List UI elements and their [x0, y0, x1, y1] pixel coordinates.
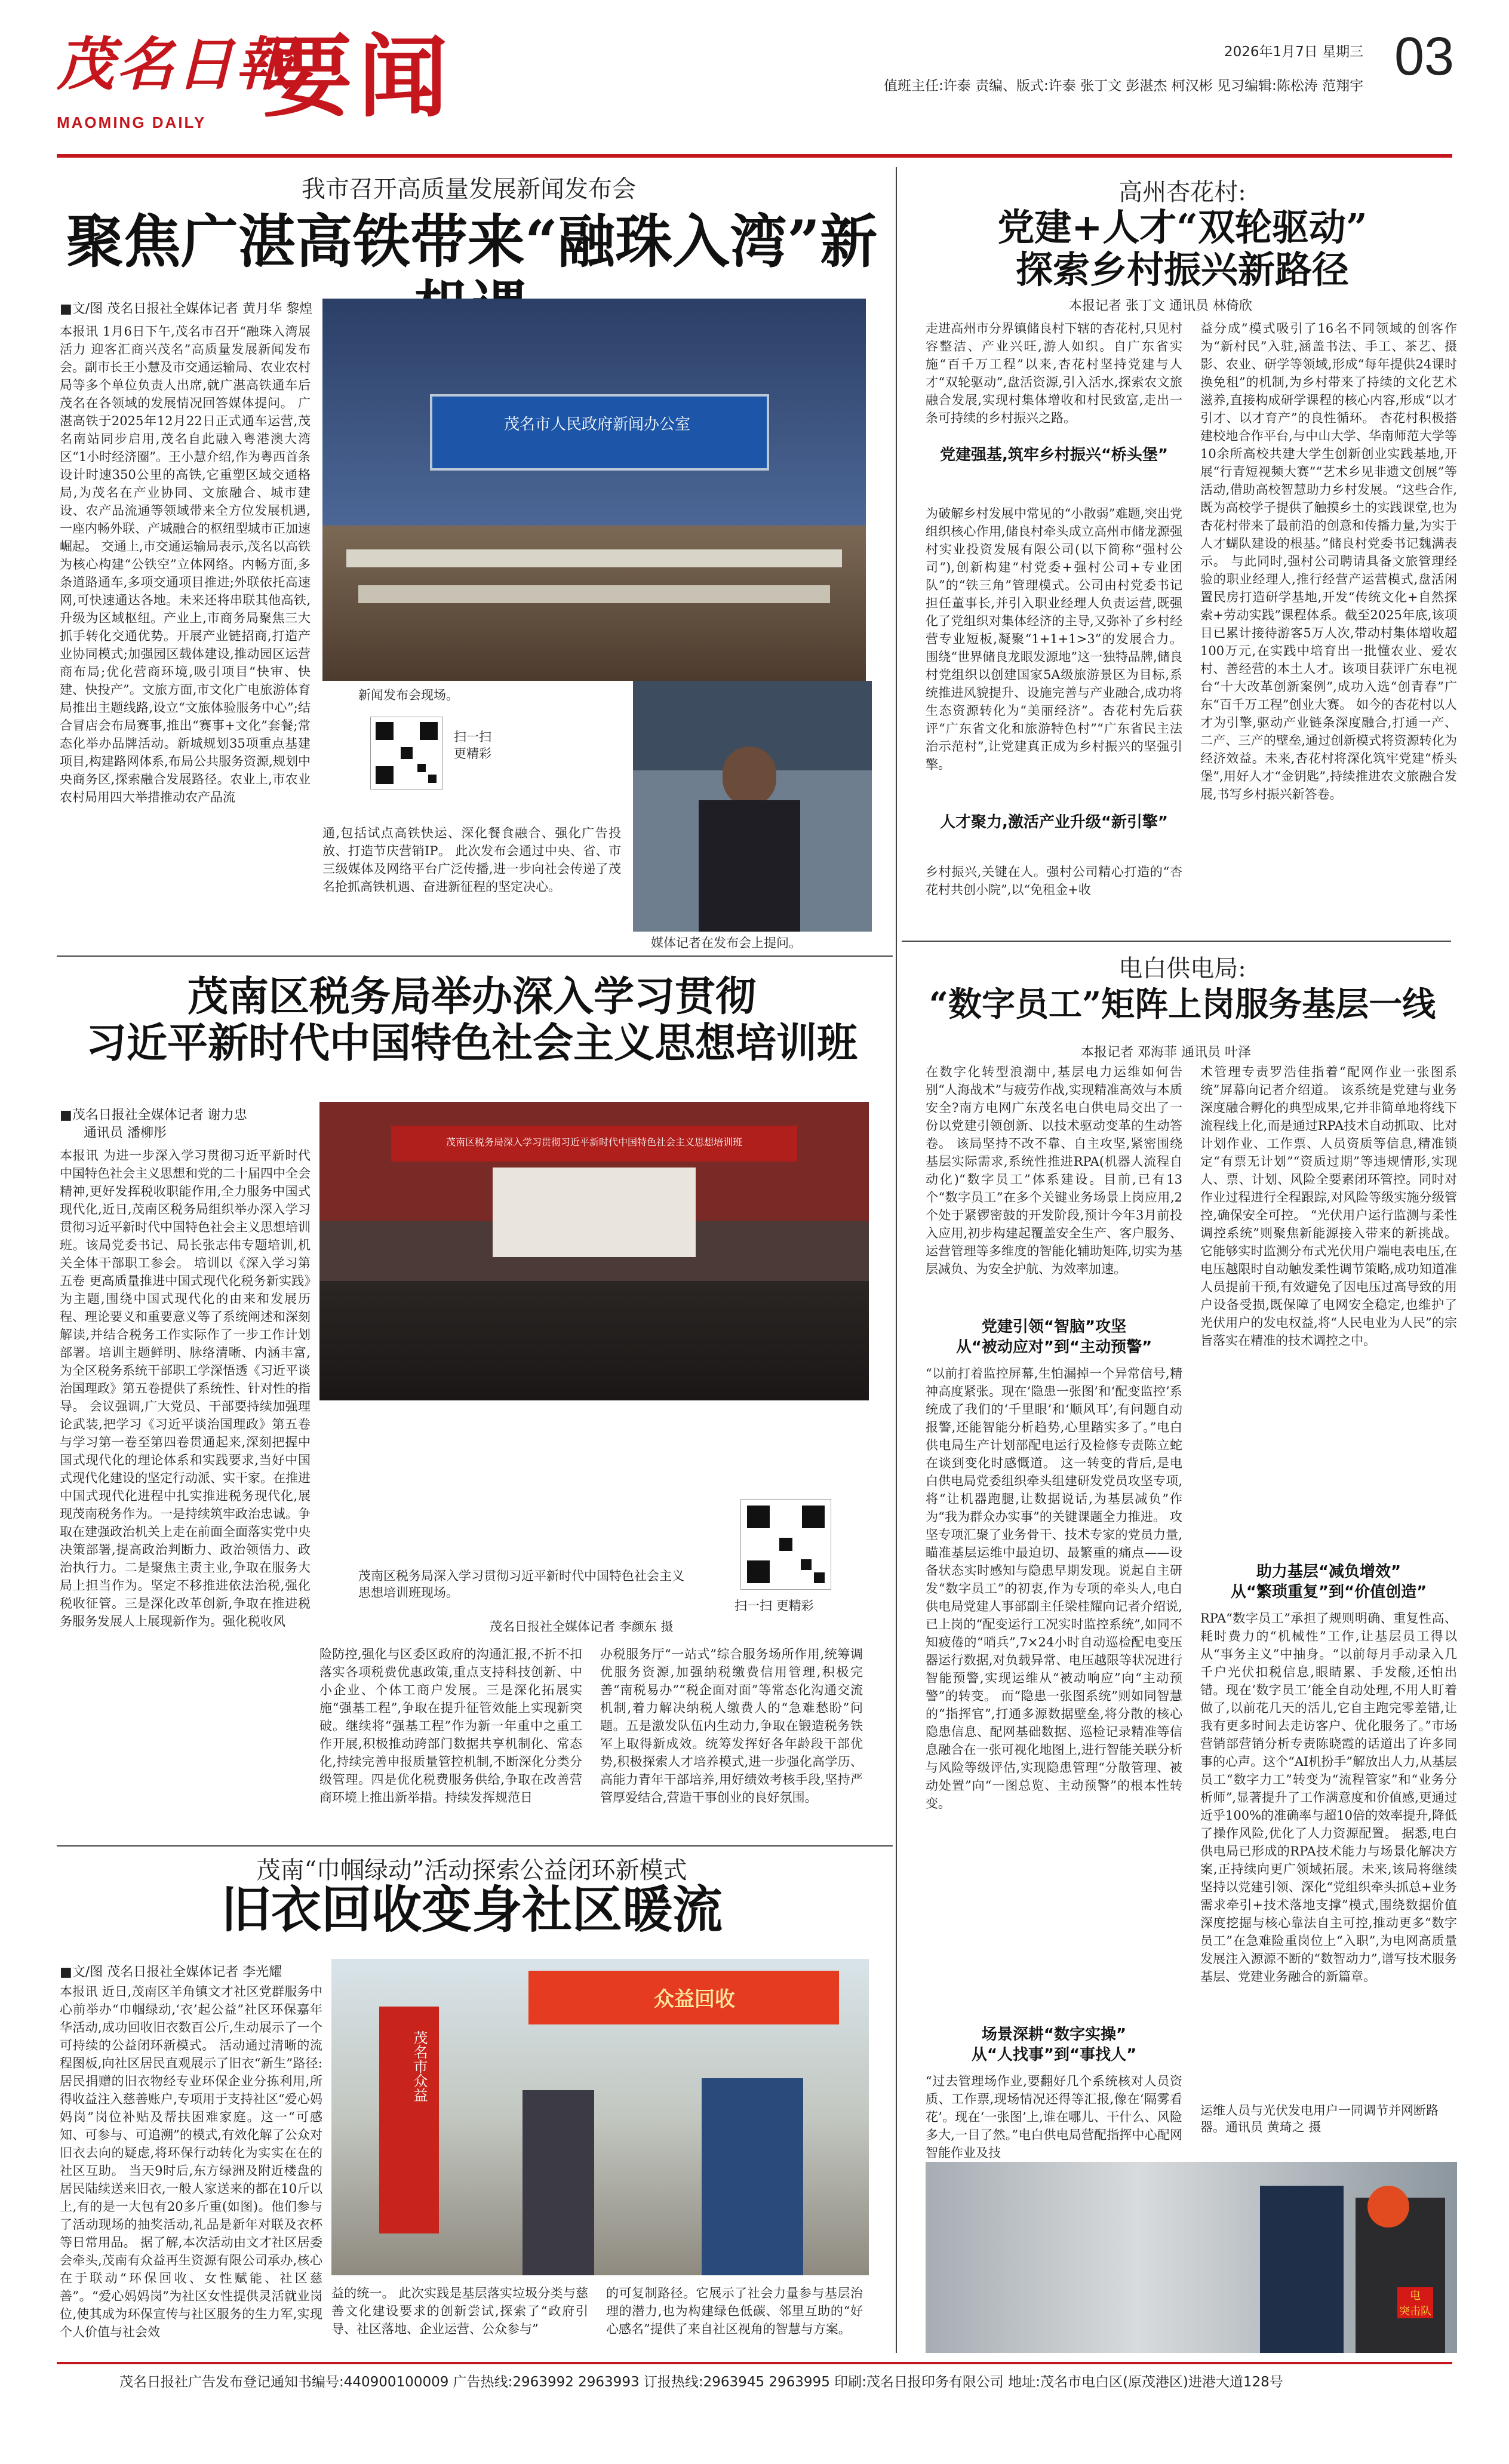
story2-byline: 本报记者 张丁文 通讯员 林倚欣 — [1069, 299, 1252, 314]
story3-byline1: ■茂名日报社全媒体记者 谢力忠 — [60, 1108, 247, 1123]
story5-headline: 旧衣回收变身社区暖流 — [220, 1880, 723, 1939]
story3-photo-credit: 茂名日报社全媒体记者 李颜东 摄 — [490, 1620, 674, 1634]
story1-col3: 通,包括试点高铁快运、深化餐食融合、强化广告投放、打造节庆营销IP。 此次发布会通过中央、省、市三级媒体及网络平台广泛传播,进一步向社会传递了茂名抢抓高铁机遇、奋进新征程的坚定决心。 — [322, 826, 621, 894]
date-line: 2026年1月7日 星期三 — [1224, 44, 1364, 60]
story2-col1a: 走进高州市分界镇储良村下辖的杏花村,只见村容整洁、产业兴旺,游人如织。自广东省实施“百千万工程”以来,杏花村坚持党建与人才“双轮驱动”,盘活资源,引入活水,探索农文旅融合发展,实现村集体增收和村民致富,走出一条可持续的乡村振兴之路。 — [926, 321, 1182, 425]
story-tax-training — [48, 961, 896, 1845]
story1-photo2-caption: 媒体记者在发布会上提问。 — [651, 936, 801, 950]
story-digital-employees — [902, 944, 1463, 2359]
story4-col2a: 术管理专责罗浩佳指着“配网作业一张图系统”屏幕向记者介绍道。 该系统是党建与业务深度融合孵化的典型成果,它并非简单地将线下流程线上化,而是通过RPA技术自动抓取、比对计划作业、工作票、人员资质等信息,精准锁定“有票无计划”“资质过期”等违规情形,实现人、票、计划、风险全要素闭环管控。同时对作业过程进行全程跟踪,对风险等级实施分级管控,确保安全可控。 “光伏用户运行监测与柔性调控系统”则聚焦新能源接入带来的新挑战。它能够实时监测分布式光伏用户端电表电压,在电压越限时自动触发柔性调节策略,成功知道准人员提前干预,有效避免了因电压过高导致的用户设备受损,既保障了电网安全稳定,也维护了光伏用户的发电权益,将“人民电业为人民”的宗旨落实在精准的技术调控之中。 — [1200, 1065, 1457, 1348]
story3-byline2: 通讯员 潘柳彤 — [84, 1126, 167, 1141]
newspaper-logo: 茂名日報 — [57, 30, 296, 98]
page-number: 03 — [1394, 27, 1455, 87]
training-session-photo — [319, 1102, 869, 1400]
journalist-question-photo — [633, 681, 872, 932]
story2-headline: 党建+人才“双轮驱动” 探索乡村振兴新路径 — [997, 205, 1367, 292]
section-divider — [57, 956, 893, 957]
story4-photo-caption: 运维人员与光伏发电用户一同调节并网断路器。通讯员 黄琦之 摄 — [1200, 2103, 1439, 2134]
story3-headline: 茂南区税务局举办深入学习贯彻 习近平新时代中国特色社会主义思想培训班 — [85, 973, 858, 1068]
story5-col1: 本报讯 近日,茂南区羊角镇文才社区党群服务中心前举办“巾帼绿动,‘衣’起公益”社区环保嘉年华活动,成功回收旧衣数百公斤,生动展示了一个可持续的公益闭环新模式。 活动通过清晰的流程图板,向社区居民直观展示了旧衣“新生”路径:居民捐赠的旧衣物经专业环保企业分拣利用,所得收益注入慈善账户,专项用于支持社区“爱心妈妈岗”岗位补贴及帮扶困难家庭。这一“可感知、可参与、可追溯”的模式,有效化解了公众对旧衣去向的疑虑,将环保行动转化为实实在在的社区互助。 当天9时后,东方绿洲及附近楼盘的居民陆续送来旧衣,一般人家送来的都在10斤以上,有的是一大包有20多斤重(如图)。他们参与了活动现场的抽奖活动,礼品是新年对联及衣杯等日常用品。 据了解,本次活动由文才社区居委会牵头,茂南有众益再生资源有限公司承办,核心在于联动“环保回收、女性赋能、社区慈善”。“爱心妈妈岗”为社区女性提供灵活就业岗位,使其成为环保宣传与社区服务的生力军,实现个人价值与社会效 — [60, 1984, 322, 2339]
story4-kicker: 电白供电局: — [1118, 955, 1246, 982]
story4-sub1: 党建引领“智脑”攻坚 从“被动应对”到“主动预警” — [955, 1318, 1153, 1356]
section-divider — [902, 941, 1451, 942]
story4-col1a: 在数字化转型浪潮中,基层电力运维如何告别“人海战术”与疲劳作战,实现精准高效与本质安全?南方电网广东茂名电白供电局交出了一份以党建引领创新、以技术驱动变革的生动答卷。 该局坚持不改不靠、自主攻坚,紧密围绕基层实际需求,系统性推进RPA(机器人流程自动化)“数字员工”体系建设。目前,已有13个“数字员工”在多个关键业务场景上岗应用,2个处于紧锣密鼓的开发阶段,预计今年3月前投入应用,初步构建起覆盖安全生产、客户服务、运营管理等多维度的智能化辅助矩阵,切实为基层减负、为安全护航、为效率加速。 — [926, 1065, 1182, 1276]
story3-photo-caption: 茂南区税务局深入学习贯彻习近平新时代中国特色社会主义思想培训班现场。 — [358, 1569, 684, 1600]
story4-sub3: 助力基层“减负增效” 从“繁琐重复”到“价值创造” — [1230, 1563, 1427, 1601]
story1-qr-code[interactable] — [370, 717, 443, 789]
editor-line: 值班主任:许泰 责编、版式:许泰 张丁文 彭湛杰 柯汉彬 见习编辑:陈松涛 范翔宇 — [884, 78, 1364, 94]
story3-col2: 险防控,强化与区委区政府的沟通汇报,不折不扣落实各项税费优惠政策,重点支持科技创新、中小企业、个体工商户发展。三是深化拓展实施“强基工程”,争取在提升征管效能上实现新突破。继续将“强基工程”作为新一年重中之重工作开展,积极推动跨部门数据共享机制化、常态化,持续完善申报质量管控机制,不断深化分类分级管理。四是优化税费服务供给,争取在改善营商环境上推出新举措。持续发挥规范日 — [319, 1647, 582, 1805]
press-conference-photo — [322, 299, 866, 681]
story5-byline: ■文/图 茂名日报社全媒体记者 李光耀 — [60, 1965, 282, 1980]
story3-qr-label: 扫一扫 更精彩 — [734, 1599, 814, 1613]
newspaper-logo-en: MAOMING DAILY — [57, 113, 207, 131]
tent-sign: 众益回收 — [654, 1987, 735, 2011]
story1-headline: 聚焦广湛高铁带来“融珠入湾”新 — [66, 208, 878, 275]
section-divider — [57, 1845, 893, 1847]
story2-sub1: 党建强基,筑牢乡村振兴“桥头堡” — [939, 446, 1169, 464]
story1-byline: ■文/图 茂名日报社全媒体记者 黄月华 黎煌 — [60, 302, 313, 317]
press-office-banner: 茂名市人民政府新闻办公室 — [503, 416, 690, 434]
story5-kicker: 茂南“巾帼绿动”活动探索公益闭环新模式 — [256, 1857, 687, 1884]
story4-col1b: “以前打着监控屏幕,生怕漏掉一个异常信号,精神高度紧张。现在‘隐患一张图’和‘配变监控’系统成了我们的‘千里眼’和‘顺风耳’,有问题自动报警,还能智能分析趋势,心里踏实多了。”电白供电局生产计划部配电运行及检修专责陈立蛇在谈到变化时感慨道。 这一转变的背后,是电白供电局党委组织牵头组建研发党员攻坚专项,将“让机器跑腿,让数据说话,为基层减负”作为“我为群众办实事”的关键课题全力推进。 攻坚专项汇聚了业务骨干、技术专家的党员力量,瞄准基层运维中最迫切、最繁重的痛点——设备状态实时感知与隐患早期发现。说起自主研发“数字员工”的初衷,作为专项的牵头人,电白供电局党建人事部副主任梁桂耀向记者介绍说,已上岗的“配变运行工况实时监控系统”,如同不知疲倦的“哨兵”,7×24小时自动巡检配电变压器运行数据,对负载异常、电压越限等状况进行智能预警,实现运维从“被动响应”向“主动预警”的转变。 而“隐患一张图系统”则如同智慧的“指挥官”,打通多源数据壁垒,将分散的核心隐患信息、配网基础数据、巡检记录精准等信息融合在一张可视化地图上,进行智能关联分析与风险等级评估,实现隐患管理“分散管理、被动处置”向“一图总览、主动预警”的根本性转变。 — [926, 1366, 1182, 1811]
story4-col2b: RPA“数字员工”承担了规则明确、重复性高、耗时费力的“机械性”工作,让基层员工得以从“事务主义”中抽身。“以前每月手动录入几千户光伏扣税信息,眼睛累、手发酸,还怕出错。现在‘数字员工’能全自动处理,不用人盯着做了,以前花几天的活儿,它自主跑完零差错,让我有更多时间去走访客户、优化服务了。”市场营销部营销分析专责陈晓霞的话道出了许多同事的心声。这个“AI机扮手”解放出人力,从基层员工“数字力工”转变为“流程管家”和“业务分析师”,显著提升了工作满意度和价值感,更通过近乎100%的准确率与超10倍的效率提升,降低了操作风险,优化了人力资源配置。 据悉,电白供电局已形成的RPA技术能力与场景化解决方案,正持续向更广领域拓展。未来,该局将继续坚持以党建引领、深化“党组织牵头抓总+业务需求牵引+技术落地支撑”模式,围绕数据价值深度挖掘与核心靠法自主可控,推动更多“数字员工”在急难险重岗位上“入职”,为电网高质量发展注入源源不断的“数智动力”,谱写技术服务基层、党建业务融合的新篇章。 — [1200, 1611, 1457, 1984]
story2-sub2: 人才聚力,激活产业升级“新引擎” — [939, 813, 1169, 831]
story2-col1c: 乡村振兴,关键在人。强村公司精心打造的“杏花村共创小院”,以“免租金+收 — [926, 865, 1182, 897]
power-workers-photo — [926, 2162, 1457, 2353]
tent-side-sign: 茂名市众益 — [411, 2030, 428, 2102]
column-divider — [896, 167, 897, 2353]
section-title: 要闻 — [263, 26, 454, 130]
story1-kicker: 我市召开高质量发展新闻发布会 — [302, 176, 636, 203]
story4-headline: “数字员工”矩阵上岗服务基层一线 — [929, 985, 1436, 1024]
story-clothes-recycling — [48, 1848, 896, 2362]
story2-col1b: 为破解乡村发展中常见的“小散弱”难题,突出党组织核心作用,储良村牵头成立高州市储龙源强村实业投资发展有限公司(以下简称“强村公司”),创新构建“村党委+强村公司+专业团队”的“铁三角”管理模式。公司由村党委书记担任董事长,并引入职业经理人负责运营,既强化了党组织对集体经济的主导,又弥补了乡村经营专业短板,凝聚“1+1+1>3”的发展合力。 围绕“世界储良龙眼发源地”这一独特品牌,储良村党组织以创建国家5A级旅游景区为目标,系统推进风貌提升、设施完善与产业融合,成功将生态资源转化为“美丽经济”。杏花村先后获评“广东省文化和旅游特色村”“广东省民主法治示范村”,让党建真正成为乡村振兴的坚强引擎。 — [926, 506, 1182, 772]
footer-rule — [57, 2362, 1452, 2364]
recycling-event-photo — [331, 1959, 869, 2275]
story4-byline: 本报记者 邓海菲 通讯员 叶泽 — [1081, 1045, 1251, 1060]
story3-col1: 本报讯 为进一步深入学习贯彻习近平新时代中国特色社会主义思想和党的二十届四中全会精神,更好发挥税收职能作用,全力服务中国式现代化,近日,茂南区税务局组织举办深入学习贯彻习近平新时代中国特色社会主义思想培训班。该局党委书记、局长张志伟专题培训,机关全体干部职工参会。 培训以《深入学习第五卷 更高质量推进中国式现代化税务新实践》为主题,围绕中国式现代化的由来和发展历程、理论要义和重要意义等了系统阐述和深刻解读,并结合税务工作实际作了一步工作计划部署。培训主题鲜明、脉络清晰、内涵丰富,为全区税务系统干部职工学深悟透《习近平谈治国理政》第五卷提供了系统性、针对性的指导。 会议强调,广大党员、干部要持续加强理论武装,把学习《习近平谈治国理政》第五卷与学习第一卷至第四卷贯通起来,深刻把握中国式现代化的理论体系和实践要求,当好中国式现代化建设的坚定行动派、实干家。在推进中国式现代化进程中扎实推进税务现代化,展现茂南税务作为。一是持续筑牢政治忠诚。争取在建强政治机关上走在前面全面落实党中央决策部署,提高政治判断力、政治领悟力、政治执行力。二是聚焦主责主业,争取在服务大局上担当作为。坚定不移推进依法治税,强化税收征管。三是深化改革创新,争取在推进税务服务发展人上展现新作为。强化税收风 — [60, 1148, 311, 1629]
story1-qr-label: 扫一扫 更精彩 — [454, 730, 491, 761]
story3-col3: 办税服务厅“一站式”综合服务场所作用,统筹调优服务资源,加强纳税缴费信用管理,积极完善“南税易办”“税企面对面”等常态化沟通交流机制,着力解决纳税人缴费人的“急难愁盼”问题。五是激发队伍内生动力,争取在锻造税务铁军上取得新成效。统筹发挥好各年龄段干部优势,积极探索人才培养模式,进一步强化高学历、高能力青年干部培养,用好绩效考核手段,坚持严管厚爱结合,营造干事创业的良好氛围。 — [600, 1647, 863, 1805]
story1-col1: 本报讯 1月6日下午,茂名市召开“融珠入湾展活力 迎客汇商兴茂名”高质量发展新闻发布会。副市长王小慧及市交通运输局、农业农村局等多个单位负责人出席,就广湛高铁通车后茂名在各领域的发展情况回答媒体提问。 广湛高铁于2025年12月22日正式通车运营,茂名南站同步启用,茂名自此融入粤港澳大湾区“1小时经济圈”。王小慧介绍,作为粤西首条设计时速350公里的高铁,它重塑区域交通格局,为茂名在产业协同、文旅融合、城市建设、农产品流通等领域带来全方位发展机遇,一座内畅外联、产城融合的枢纽型城市正加速崛起。 交通上,市交通运输局表示,茂名以高铁为核心构建“公铁空”立体网络。内畅方面,多条道路通车,多项交通项目推进;外联依托高速网,可快速通达各地。未来还将串联其他高铁,升级为区域枢纽。产业上,市商务局聚焦三大抓手转化交通优势。开展产业链招商,打造产业协同模式;加强园区载体建设,推动园区运营商布局;优化营商环境,吸引项目“快审、快建、快投产”。文旅方面,市文化广电旅游体育局推出主题线路,设立“文旅体验服务中心”;结合冒店会布局赛事,推出“赛事+文化”套餐;常态化举办品牌活动。新城规划35项重点基建项目,构建路网体系,布局公共服务资源,规划中央商务区,探索融合发展路径。农业上,市农业农村局用四大举措推动农产品流 — [60, 324, 311, 804]
story-high-speed-rail — [0, 0, 896, 961]
armband-label: 电 突击队 — [1397, 2287, 1433, 2318]
story-xinghua-village — [902, 167, 1463, 944]
training-banner: 茂南区税务局深入学习贯彻习近平新时代中国特色社会主义思想培训班 — [445, 1136, 742, 1148]
story4-col1c: “过去管理场作业,要翻好几个系统核对人员资质、工作票,现场情况还得等汇报,像在‘隔雾看花’。现在‘一张图’上,谁在哪儿、干什么、风险多大,一目了然。”电白供电局营配指挥中心配网智能作业及技 — [926, 2074, 1182, 2160]
story4-sub2: 场景深耕“数字实操” 从“人找事”到“事找人” — [971, 2026, 1137, 2064]
story1-photo1-caption: 新闻发布会现场。 — [358, 688, 459, 702]
story5-col3: 的可复制路径。它展示了社会力量参与基层治理的潜力,也为构建绿色低碳、邻里互助的“好心感名”提供了来自社区视角的智慧与方案。 — [606, 2286, 863, 2336]
story5-col2: 益的统一。 此次实践是基层落实垃圾分类与慈善文化建设要求的创新尝试,探索了“政府引导、社区落地、企业运营、公众参与” — [331, 2286, 588, 2336]
story2-kicker: 高州杏花村: — [1118, 179, 1246, 206]
footer-info: 茂名日报社广告发布登记通知书编号:440900100009 广告热线:2963992 2963993 订报热线:2963945 2963995 印刷:茂名日报印务有限公司 地址:茂名市电白区(原茂港区)进港大道128号 — [119, 2374, 1283, 2390]
story3-qr-code[interactable] — [740, 1499, 831, 1590]
story2-col2: 益分成”模式吸引了16名不同领域的创客作为“新村民”入驻,涵盖书法、手工、茶艺、摄影、农业、研学等领域,形成“每年提供24课时换免租”的机制,为乡村带来了持续的文化艺术滋养,直接构成研学课程的核心内容,形成“以才引才、以才育产”的良性循环。 杏花村积极搭建校地合作平台,与中山大学、华南师范大学等10余所高校共建大学生创新创业实践基地,开展“行青短视频大赛”“艺术乡见非遗文创展”等活动,借助高校智慧助力乡村发展。“这些合作,既为高校学子提供了触摸乡土的实践课堂,也为杏花村带来了最前沿的创意和传播力量,为实于人才蝴队建设的根基。”储良村党委书记魏满表示。 与此同时,强村公司聘请具备文旅管理经验的职业经理人,推行经营产运营模式,盘活闲置民房打造研学基地,开发“传统文化+自然探索+劳动实践”课程体系。截至2025年底,该项目已累计接待游客5万人次,带动村集体增收超100万元,在实践中培育出一批懂农业、爱农村、善经营的本土人才。该项目获评广东电视台“十大改革创新案例”,成功入选“创青春”广东“百千万工程”创业大赛。 如今的杏花村以人才为引擎,驱动产业链条深度融合,打通一产、二产、三产的壁垒,通过创新模式将资源转化为经济效益。未来,杏花村将深化筑牢党建“桥头堡”,用好人才“金钥匙”,持续推进农文旅融合发展,书写乡村振兴新答卷。 — [1200, 321, 1457, 801]
